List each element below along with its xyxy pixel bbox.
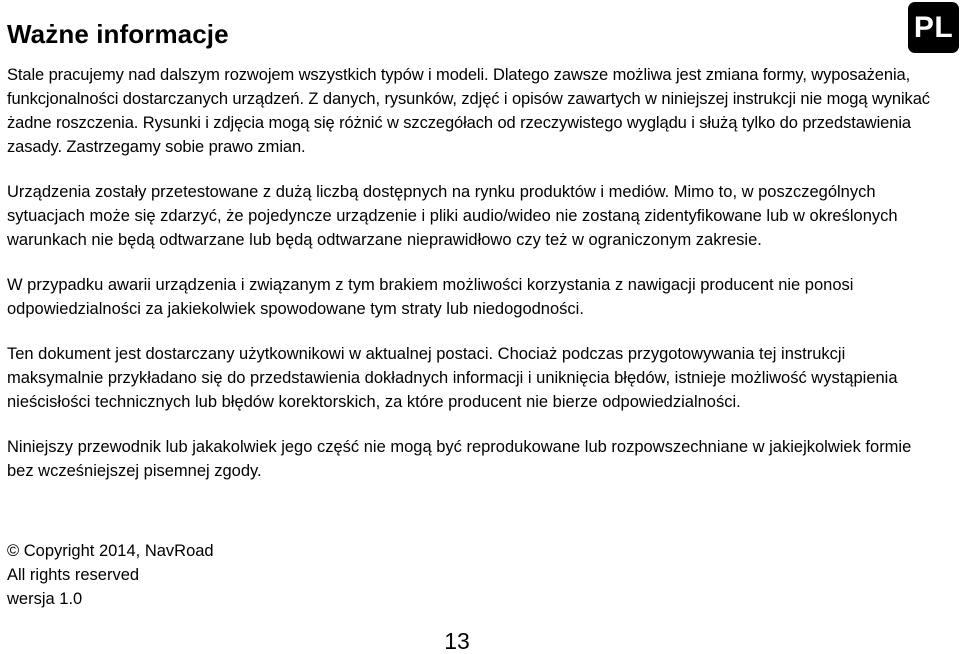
paragraph-product-changes: Stale pracujemy nad dalszym rozwojem wszystkich typów i modeli. Dlatego zawsze możliwa jest zmiana formy, wyposażenia, funkcjonalności dostarczanych urządzeń. Z danych, rysunków, zdjęć i opisów zawartych w niniejszej instrukcji nie mogą wynikać żadne roszczenia. Rysunki i zdjęcia mogą się różnić w szczegółach od rzeczywistego wyglądu i służą tylko do przedstawienia zasady. Zastrzegamy sobie prawo zmian. — [7, 66, 930, 156]
page-number: 13 — [444, 628, 470, 654]
page-title: Ważne informacje — [7, 19, 229, 49]
version-line: wersja 1.0 — [7, 590, 83, 608]
paragraph-accuracy: Ten dokument jest dostarczany użytkownikowi w aktualnej postaci. Chociaż podczas przygotowywania tej instrukcji maksymalnie przykładano się do przedstawienia dokładnych informacji i uniknięcia błędów, istnieje możliwość wystąpienia nieścisłości technicznych lub błędów korektorskich, za które producent nie bierze odpowiedzialności. — [7, 345, 898, 411]
copyright-block — [7, 539, 214, 611]
paragraph-liability: W przypadku awarii urządzenia i związanym z tym brakiem możliwości korzystania z nawigacji producent nie ponosi odpowiedzialności za jakiekolwiek spowodowane tym straty lub niedogodności. — [7, 276, 854, 318]
copyright-line: © Copyright 2014, NavRoad — [7, 542, 214, 560]
rights-line: All rights reserved — [7, 566, 140, 584]
language-badge: PL — [908, 2, 959, 53]
paragraph-reproduction: Niniejszy przewodnik lub jakakolwiek jego część nie mogą być reprodukowane lub rozpowszechniane w jakiejkolwiek formie bez wcześniejszej pisemnej zgody. — [7, 438, 912, 480]
paragraph-compatibility: Urządzenia zostały przetestowane z dużą liczbą dostępnych na rynku produktów i mediów. Mimo to, w poszczególnych sytuacjach może się zdarzyć, że pojedyncze urządzenie i pliki audio/wideo nie zostaną zidentyfikowane lub w określonych warunkach nie będą odtwarzane lub będą odtwarzane nieprawidłowo czy też w ograniczonym zakresie. — [7, 183, 898, 249]
document-body — [7, 63, 932, 504]
